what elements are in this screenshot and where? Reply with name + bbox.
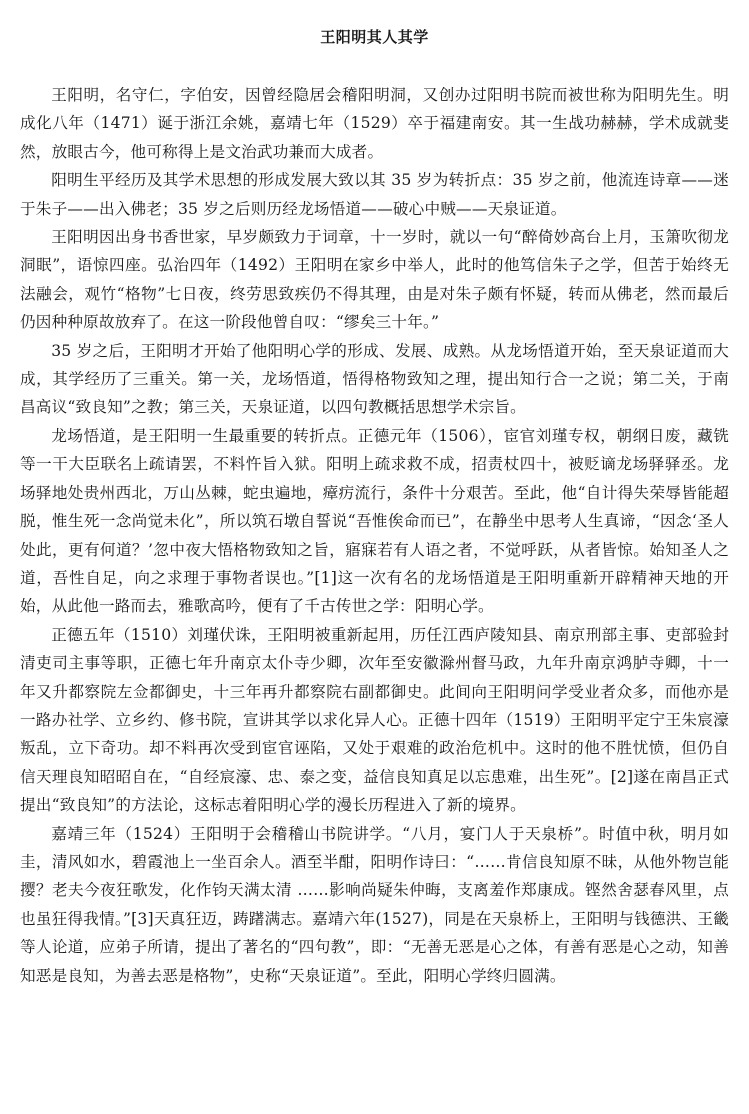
paragraph-2: 阳明生平经历及其学术思想的形成发展大致以其 35 岁为转折点：35 岁之前，他流连诗章——迷于朱子——出入佛老；35 岁之后则历经龙场悟道——破心中贼——天泉证道。 (20, 171, 729, 218)
article-title: 王阳明其人其学 (320, 28, 429, 46)
article-body (20, 81, 729, 990)
paragraph-3: 王阳明因出身书香世家，早岁颇致力于词章，十一岁时，就以一句“醉倚妙高台上月，玉箫吹彻龙洞眠”，语惊四座。弘治四年（1492）王阳明在家乡中举人，此时的他笃信朱子之学，但苦于始终无法融会，观竹“格物”七日夜，终劳思致疾仍不得其理，由是对朱子颇有怀疑，转而从佛老，然而最后仍因种种原故放弃了。在这一阶段他曾自叹：“缪矣三十年。” (20, 228, 729, 332)
paragraph-5: 龙场悟道，是王阳明一生最重要的转折点。正德元年（1506），宦官刘瑾专权，朝纲日废，藏铣等一干大臣联名上疏请罢，不料忤旨入狱。阳明上疏求救不成，招责杖四十，被贬谪龙场驿驿丞。龙场驿地处贵州西北，万山丛棘，蛇虫遍地，瘴疠流行，条件十分艰苦。至此，他“自计得失荣辱皆能超脱，惟生死一念尚觉未化”，所以筑石墩自誓说“吾惟俟命而已”，在静坐中思考人生真谛，“因念‘圣人处此，更有何道？’忽中夜大悟格物致知之旨，寤寐若有人语之者，不觉呼跃，从者皆惊。始知圣人之道，吾性自足，向之求理于事物者误也。”[1]这一次有名的龙场悟道是王阳明重新开辟精神天地的开始，从此他一路而去，雅歌高吟，便有了千古传世之学：阳明心学。 (20, 426, 729, 616)
paragraph-7: 嘉靖三年（1524）王阳明于会稽稽山书院讲学。“八月，宴门人于天泉桥”。时值中秋，明月如圭，清风如水，碧霞池上一坐百余人。酒至半酣，阳明作诗曰：“……肯信良知原不昧，从他外物岂能撄？老夫今夜狂歌发，化作钧天满太清 ……影响尚疑朱仲晦，支离羞作郑康成。铿然舍瑟春风里，点也虽狂得我情。”[3]天真狂迈，踌躇满志。嘉靖六年(1527)，同是在天泉桥上，王阳明与钱德洪、王畿等人论道，应弟子所请，提出了著名的“四句教”，即：“无善无恶是心之体，有善有恶是心之动，知善知恶是良知，为善去恶是格物”，史称“天泉证道”。至此，阳明心学终归圆满。 (20, 824, 729, 985)
paragraph-1: 王阳明，名守仁，字伯安，因曾经隐居会稽阳明洞，又创办过阳明书院而被世称为阳明先生。明成化八年（1471）诞于浙江余姚，嘉靖七年（1529）卒于福建南安。其一生战功赫赫，学术成就斐然，放眼古今，他可称得上是文治武功兼而大成者。 (20, 86, 729, 161)
paragraph-4: 35 岁之后，王阳明才开始了他阳明心学的形成、发展、成熟。从龙场悟道开始，至天泉证道而大成，其学经历了三重关。第一关，龙场悟道，悟得格物致知之理，提出知行合一之说；第二关，于南昌高议“致良知”之教；第三关，天泉证道，以四句教概括思想学术宗旨。 (20, 341, 729, 417)
paragraph-6: 正德五年（1510）刘瑾伏诛，王阳明被重新起用，历任江西庐陵知县、南京刑部主事、吏部验封清吏司主事等职，正德七年升南京太仆寺少卿，次年至安徽滁州督马政，九年升南京鸿胪寺卿，十一年又升都察院左佥都御史，十三年再升都察院右副都御史。此间向王阳明问学受业者众多，而他亦是一路办社学、立乡约、修书院，宣讲其学以求化异人心。正德十四年（1519）王阳明平定宁王朱宸濠叛乱，立下奇功。却不料再次受到宦官诬陷，又处于艰难的政治危机中。这时的他不胜忧愤，但仍自信天理良知昭昭自在，“自经宸濠、忠、泰之变，益信良知真足以忘患难，出生死”。[2]遂在南昌正式提出“致良知”的方法论，这标志着阳明心学的漫长历程进入了新的境界。 (20, 625, 729, 815)
